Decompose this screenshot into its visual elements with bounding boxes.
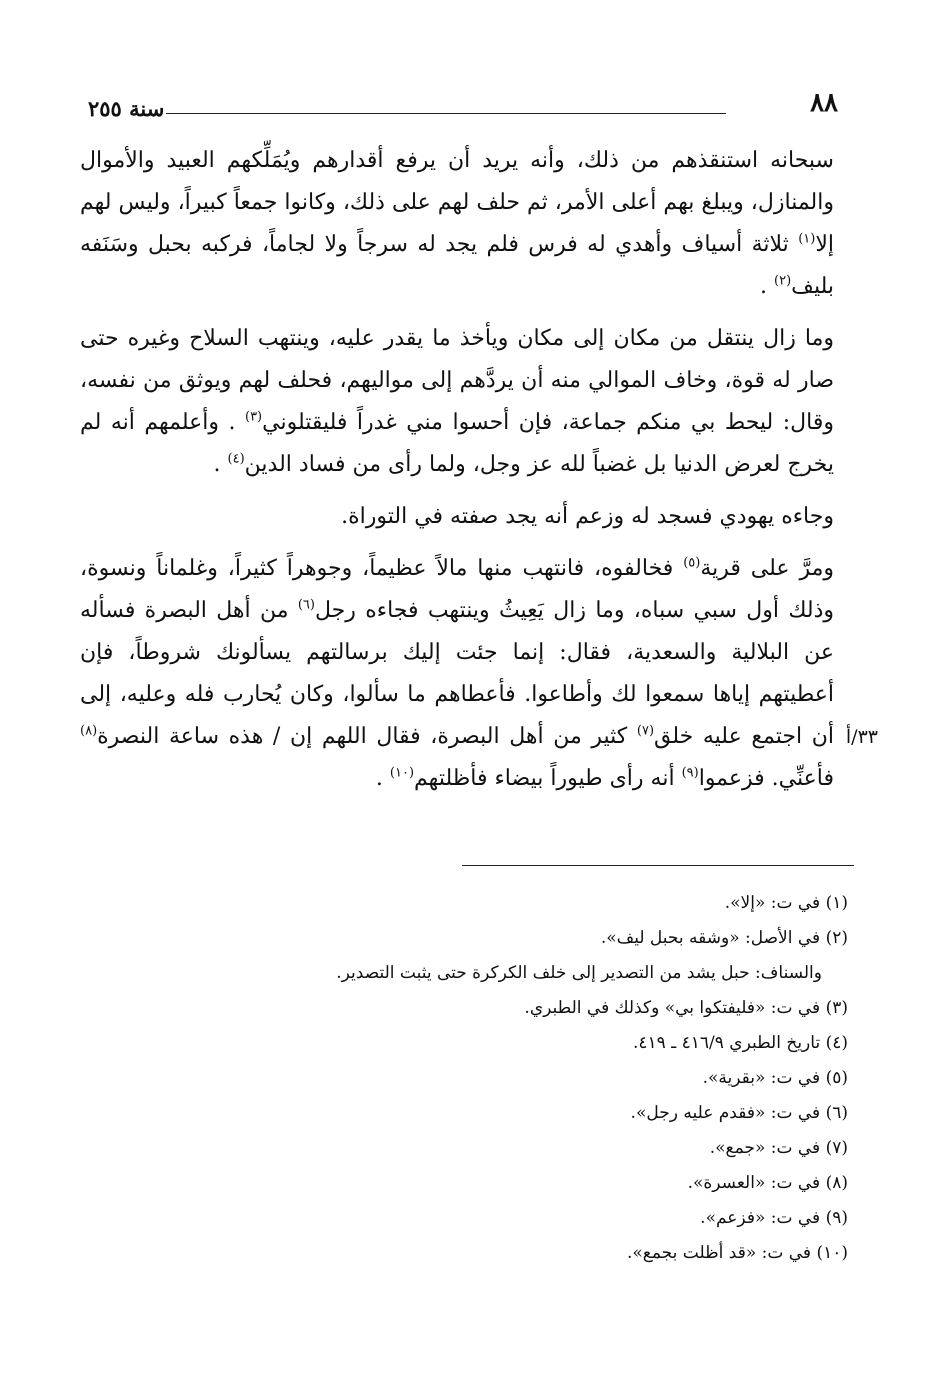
footnote-ref: (٥): [683, 555, 701, 571]
running-head: سنة ٢٥٥: [88, 96, 165, 121]
footnote: (١) في ت: «إلا».: [724, 893, 848, 913]
footnote: (٧) في ت: «جمع».: [709, 1138, 848, 1158]
header-rule: [166, 113, 726, 114]
paragraph-1: [80, 140, 834, 308]
body-text: [80, 140, 878, 800]
footnote-ref: (٦): [297, 597, 315, 613]
paragraph-3: [80, 496, 834, 538]
footnote-ref: (١٠): [389, 765, 415, 781]
footnote: (١٠) في ت: «قد أظلت بجمع».: [627, 1243, 848, 1263]
footnote-ref: (٤): [227, 451, 245, 467]
page-number: ٨٨: [810, 88, 838, 118]
paragraph-4: [80, 548, 878, 800]
footnote: (٦) في ت: «فقدم عليه رجل».: [630, 1103, 848, 1123]
text-run: وما زال ينتقل من مكان إلى مكان ويأخذ ما يقدر عليه، وينتهب السلاح وغيره حتى صار له قوة، وخاف الموالي منه أن يردَّهم إلى مواليهم، فحلف لهم ويوثق من نفسه، وقال: ليحط بي منكم جماعة، فإن أحسوا مني غدراً فليقتلوني: [80, 326, 834, 435]
text-run: فخالفوه، فانتهب منها مالاً عظيماً، وجوهراً كثيراً، وغلماناً ونسوة، وذلك أول سبي سباه، وما زال يَعِيثُ وينتهب فجاءه رجل: [80, 556, 835, 623]
paragraph-2: [80, 318, 834, 486]
text-run: .: [213, 452, 228, 477]
text-run: كثير من أهل البصرة، فقال اللهم إن / هذه ساعة النصرة: [97, 724, 637, 749]
footnote: (٩) في ت: «فزعم».: [700, 1208, 848, 1228]
footnote: (٨) في ت: «العسرة».: [687, 1173, 848, 1193]
footnote-ref: (٨): [80, 723, 98, 739]
footnote-ref: (١): [798, 231, 816, 247]
footnote: (٤) تاريخ الطبري ٤١٦/٩ ـ ٤١٩.: [633, 1033, 848, 1053]
text-run: أنه رأى طيوراً بيضاء فأظلتهم: [414, 766, 682, 791]
text-run: .: [375, 766, 390, 791]
footnote-continuation: والسناف: حبل يشد من التصدير إلى خلف الكركرة حتى يثبت التصدير.: [336, 963, 822, 983]
text-run: ثلاثة أسياف وأهدي له فرس فلم يجد له سرجاً ولا لجاماً، فركبه بحبل وسَنَفه بليف: [80, 232, 834, 299]
text-run: من أهل البصرة فسأله عن البلالية والسعدية، فقال: إنما جئت إليك برسالتهم يسألونك شروطاً، فإن أعطيتهم إياها سمعوا لك وأطاعوا. فأعطاهم ما سألوا، وكان يُحارب فله وعليه، إلى أن اجتمع عليه خلق: [80, 598, 834, 749]
footnote: (٥) في ت: «بقرية».: [702, 1068, 848, 1088]
footnotes: [140, 886, 848, 1271]
footnote-ref: (٩): [681, 765, 699, 781]
text-run: .: [760, 274, 775, 299]
text-run: . وأعلمهم أنه لم يخرج لعرض الدنيا بل غضباً لله عز وجل، ولما رأى من فساد الدين: [80, 410, 834, 477]
manuscript-folio-ref: ٣٣/أ: [845, 726, 878, 748]
text-run: ومرَّ على قرية: [700, 556, 834, 581]
text-run: فأعنِّي. فزعموا: [698, 766, 834, 791]
text-run: وجاءه يهودي فسجد له وزعم أنه يجد صفته في التوراة.: [341, 504, 834, 529]
footnote: (٣) في ت: «فليفتكوا بي» وكذلك في الطبري.: [524, 998, 848, 1018]
text-run: سبحانه استنقذهم من ذلك، وأنه يريد أن يرفع أقدارهم ويُمَلِّكهم العبيد والأموال والمنازل، ويبلغ بهم أعلى الأمر، ثم حلف لهم على ذلك، وكانوا جمعاً كبيراً، وليس لهم إلا: [80, 148, 834, 257]
footnote: (٢) في الأصل: «وشقه بحبل ليف».: [600, 928, 848, 948]
footnote-ref: (٧): [636, 723, 655, 739]
footnote-separator: [462, 865, 854, 866]
footnote-ref: (٣): [244, 409, 263, 425]
footnote-ref: (٢): [774, 273, 792, 289]
